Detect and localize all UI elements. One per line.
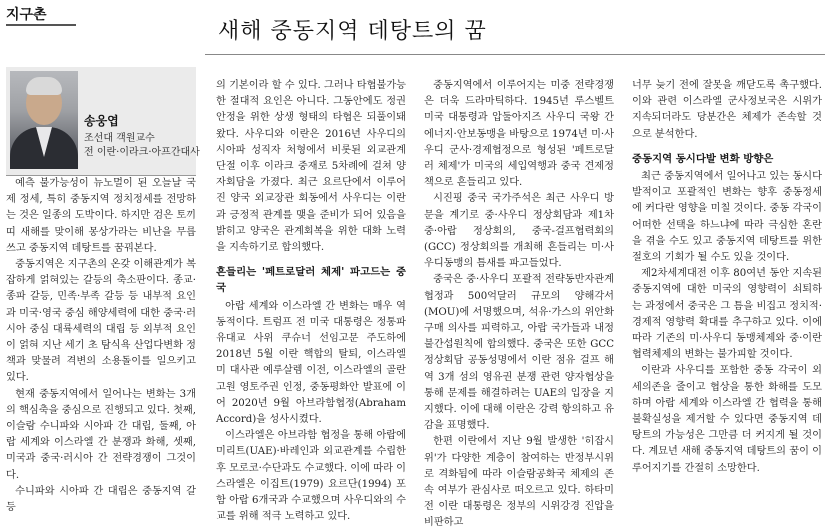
paragraph: 이스라엘은 아브라함 협정을 통해 아랍에미리트(UAE)·바레인과 외교관계를 수립한 후 모로코·수단과도 수교했다. 이에 따라 이스라엘은 이집트(1979) 요르단(1994) 포함 아랍 6개국과 수교했으며 사우디와의 수교를 위해 적극 노력하고 있다. bbox=[216, 430, 406, 523]
paragraph: 의 기본이라 할 수 있다. 그러나 타협불가능한 절대적 요인은 아니다. 그동안에도 정권 안정을 위한 상생 형태의 타협은 되풀이돼 왔다. 사우디와 이란은 2016년 사우디의 시아파 성직자 처형에서 비롯된 외교관계 단절 이후 이라크 중재로 5차례에 걸쳐 양자회담을 가졌다. 최근 요르단에서 이루어진 양국 외교장관 회동에서 사우디는 이란과 긍정적 관계를 맺을 준비가 되어 있음을 밝히고 양국은 관계회복을 위한 대화 노력을 지속하기로 합의했다. bbox=[216, 80, 406, 254]
paragraph: 예측 불가능성이 뉴노멀이 된 오늘날 국제 정세, 특히 중동지역 정치정세를 전망하는 것은 일종의 도박이다. 하지만 검은 토끼띠 새해를 맞이해 몽상가라는 비난을 무릅쓰고 중동지역 데탕트를 꿈꿔본다. bbox=[6, 178, 196, 254]
column-1 bbox=[6, 176, 196, 516]
column-4 bbox=[632, 78, 822, 477]
paragraph: 중동지역은 지구촌의 온갖 이해관계가 복잡하게 얽혀있는 갈등의 축소판이다. 종교·종파 갈등, 민족·부족 갈등 등 내부적 요인과 미국·영국 중심 해양세력에 대한 중국·러시아 중심 대륙세력의 대립 등 외부적 요인이 얽혀 지난 세기 초 탐식욕 산업다변화 정책과 맞물려 격변의 소용돌이를 일으키고 있다. bbox=[6, 259, 196, 384]
paragraph: 시진핑 중국 국가주석은 최근 사우디 방문을 계기로 중·사우디 정상회담과 제1차 중·아랍 정상회의, 중국-걸프협력회의(GCC) 정상회의를 개최해 흔들리는 미·사우디동맹의 틈새를 파고들었다. bbox=[424, 193, 614, 270]
subheading: 중동지역 동시다발 변화 방향은 bbox=[632, 152, 774, 165]
article-headline: 새해 중동지역 데탕트의 꿈 bbox=[218, 19, 487, 44]
paragraph: 이란과 사우디를 포함한 중동 각국이 외세의존을 줄이고 협상을 통한 화해를 도모하며 아랍 세계와 이스라엘 간 협력을 통해 불확실성을 제거할 수 있다면 중동지역 데탕트의 가능성은 그만큼 더 커지게 될 것이다. 계묘년 새해 중동지역 데탕트의 꿈이 이루어지기를 간절히 소망한다. bbox=[632, 365, 822, 474]
author-role: 조선대 객원교수 bbox=[84, 133, 155, 144]
author-name: 송웅엽 bbox=[84, 114, 119, 128]
paragraph: 너무 늦기 전에 잘못을 깨닫도록 촉구했다. 이와 관련 이스라엘 군사정보국은 시위가 지속되더라도 당분간은 체제가 존속할 것으로 분석한다. bbox=[632, 80, 822, 140]
subheading: 흔들리는 '페트로달러 체제' 파고드는 중국 bbox=[216, 266, 406, 295]
paragraph: 최근 중동지역에서 일어나고 있는 동시다발적이고 포괄적인 변화는 향후 중동정세에 커다란 영향을 미칠 것이다. 중동 각국이 어떠한 선택을 하느냐에 따라 극심한 혼란을 겪을 수도 있고 중동지역 데탕트를 위한 절호의 기회가 될 수도 있을 것이다. bbox=[632, 171, 822, 264]
column-2 bbox=[216, 78, 406, 525]
author-photo bbox=[10, 71, 78, 169]
author-box bbox=[6, 67, 200, 176]
paragraph: 중동지역에서 이루어지는 미중 전략경쟁은 더욱 드라마틱하다. 1945년 루스벨트 미국 대통령과 압둘아지즈 사우디 국왕 간 에너지·안보동맹을 바탕으로 1974년 미·사우디 군사·경제협정으로 형성된 '페트로달러 체제'가 미국의 세입역행과 중국 견제정책으로 흔들리고 있다. bbox=[424, 80, 614, 189]
paragraph: 제2차세계대전 이후 80여년 동안 지속된 중동지역에 대한 미국의 영향력이 쇠퇴하는 과정에서 중국은 그 틈을 비집고 정치적·경제적 영향력 확대를 추구하고 있다. 이에 따라 기존의 미·사우디 동맹체제와 중·이란 협력체제의 변화는 불가피할 것이다. bbox=[632, 268, 822, 361]
column-3 bbox=[424, 78, 614, 532]
paragraph: 아랍 세계와 이스라엘 간 변화는 매우 역동적이다. 트럼프 전 미국 대통령은 정통파 유대교 사위 쿠슈너 선임고문 주도하에 2018년 5월 이란 핵합의 탈퇴, 이스라엘 미 대사관 예루살렘 이전, 이스라엘의 골란고원 영토주권 인정, 중동평화안 발표에 이어 2020년 9월 아브라함협정(Abraham Accord)을 성사시켰다. bbox=[216, 300, 406, 426]
section-label: 지구촌 bbox=[6, 7, 47, 23]
paragraph: 한편 이란에서 지난 9월 발생한 '히잡시위'가 다양한 계층이 참여하는 반정부시위로 격화됨에 따라 이슬람공화국 체제의 존속 여부가 관심사로 떠오르고 있다. 하타미 전 이란 대통령은 정부의 시위강경 진압을 비판하고 bbox=[424, 436, 614, 529]
author-former-role: 전 이란·이라크·아프간대사 bbox=[84, 147, 200, 158]
title-divider bbox=[205, 54, 825, 55]
paragraph: 중국은 중·사우디 포괄적 전략동반자관계 협정과 500억달러 규모의 양해각서(MOU)에 서명했으며, 석유·가스의 위안화 구매 의사를 피력하고, 아랍 국가들과 내정 불간섭원칙에 합의했다. 중국은 또한 GCC 정상회담 공동성명에서 이란 점유 걸프 해역 3개 섬의 영유권 분쟁 관련 양자협상을 통해 문제를 해결하려는 UAE의 입장을 지지했다. 이에 대해 이란은 강력 항의하고 유감을 표명했다. bbox=[424, 274, 614, 432]
section-rule bbox=[6, 24, 76, 26]
paragraph: 수니파와 시아파 간 대립은 중동지역 갈등 bbox=[6, 485, 196, 514]
paragraph: 현재 중동지역에서 일어나는 변화는 3개의 핵심축을 중심으로 진행되고 있다. 첫째, 이슬람 수니파와 시아파 간 대립, 둘째, 아랍 세계와 이스라엘 간 분쟁과 화해, 셋째, 미국과 중국·러시아 간 전략경쟁이 그것이다. bbox=[6, 388, 196, 481]
